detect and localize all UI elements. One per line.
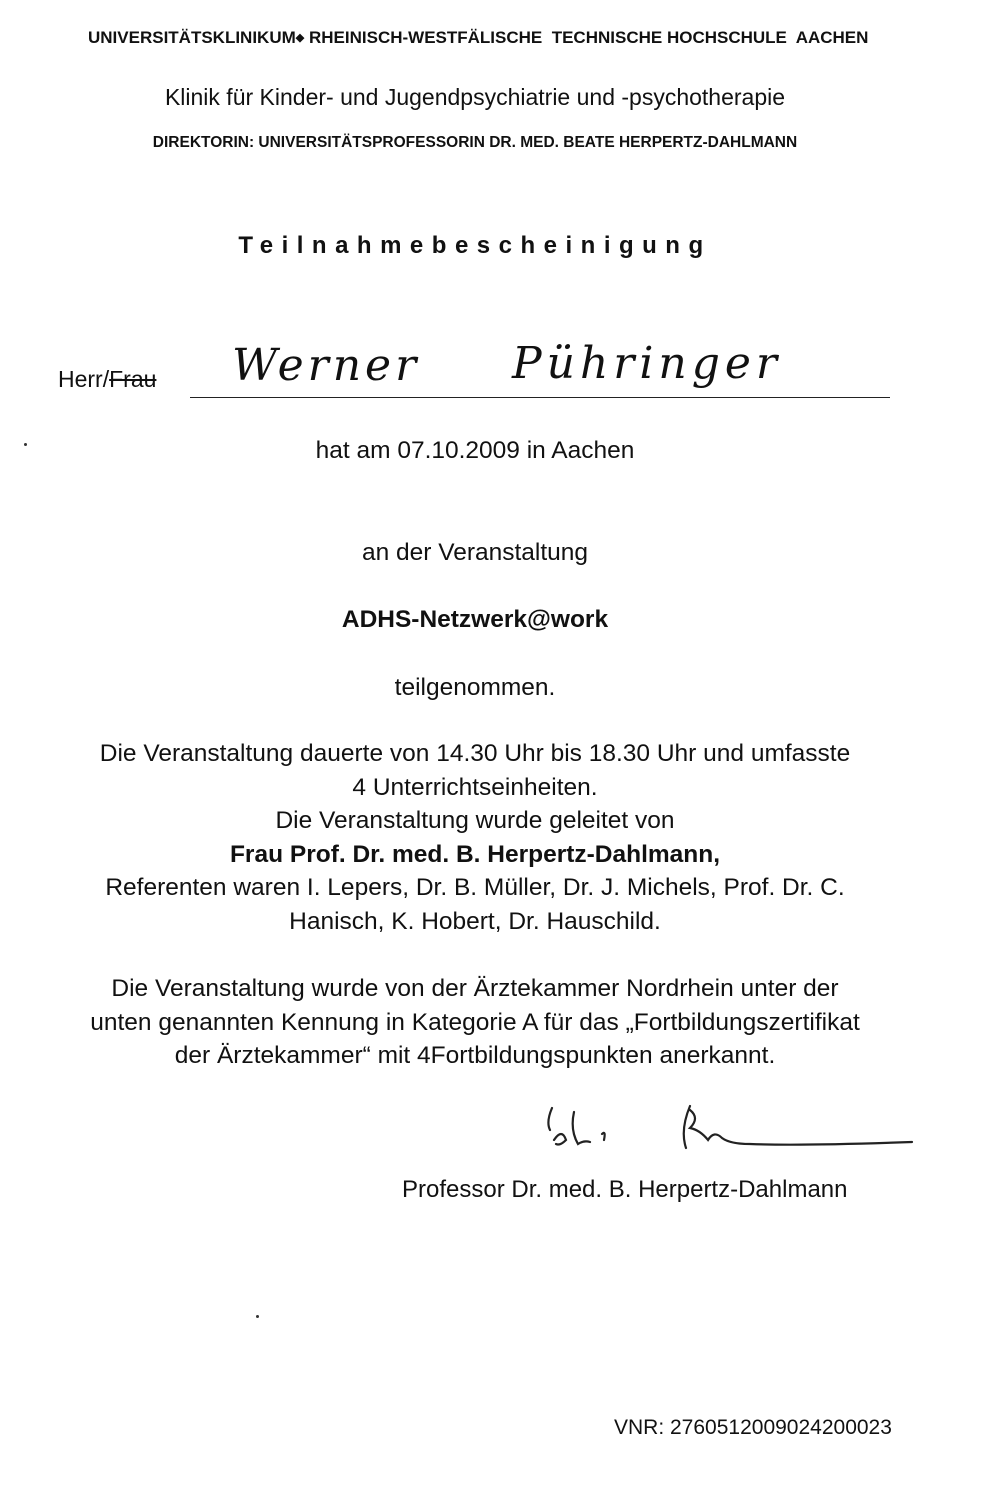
recognition-line-1: Die Veranstaltung wurde von der Ärztekammer Nordrhein unter der (111, 975, 839, 1002)
recognition-line-3: der Ärztekammer“ mit 4Fortbildungspunkten anerkannt. (174, 1042, 776, 1069)
director-line: DIREKTORIN: UNIVERSITÄTSPROFESSORIN DR. MED. BEATE HERPERTZ-DAHLMANN (152, 134, 798, 151)
participant-first-name: Werner (232, 340, 421, 391)
salutation-frau-struck: Frau (109, 366, 157, 392)
participant-last-name: Pühringer (512, 338, 782, 389)
institution-header (88, 28, 868, 48)
name-underline (190, 397, 890, 398)
speakers-line-1: Referenten waren I. Lepers, Dr. B. Müller, Dr. J. Michels, Prof. Dr. C. (105, 874, 845, 901)
event-name: ADHS-Netzwerk@work (341, 606, 609, 633)
vnr-number: VNR: 2760512009024200023 (614, 1416, 892, 1439)
duration-line-1: Die Veranstaltung dauerte von 14.30 Uhr bis 18.30 Uhr und umfasste (99, 740, 851, 767)
led-by-line: Die Veranstaltung wurde geleitet von (275, 807, 675, 834)
document-title: Teilnahmebescheinigung (238, 232, 712, 259)
leader-line: Frau Prof. Dr. med. B. Herpertz-Dahlmann, (229, 840, 721, 868)
handwritten-signature (540, 1100, 920, 1170)
institution-right: RHEINISCH-WESTFÄLISCHE TECHNISCHE HOCHSCHULE AACHEN (308, 28, 869, 47)
institution-left: UNIVERSITÄTSKLINIKUM (88, 28, 296, 47)
scan-speck (256, 1315, 259, 1318)
duration-block (0, 737, 950, 938)
recognition-line-2: unten genannten Kennung in Kategorie A für das „Fortbildungszertifikat (90, 1008, 860, 1036)
speakers-line-2: Hanisch, K. Hobert, Dr. Hauschild. (289, 907, 661, 935)
salutation-herr: Herr/ (58, 366, 110, 392)
date-line: hat am 07.10.2009 in Aachen (315, 437, 635, 464)
event-intro: an der Veranstaltung (361, 539, 589, 566)
salutation (58, 366, 156, 393)
participated-line: teilgenommen. (394, 674, 556, 701)
scan-speck (24, 443, 27, 446)
clinic-name: Klinik für Kinder- und Jugendpsychiatrie und -psychotherapie (164, 84, 786, 110)
diamond-icon: ◆ (295, 32, 305, 44)
duration-line-2: 4 Unterrichtseinheiten. (352, 773, 598, 801)
signatory-name: Professor Dr. med. B. Herpertz-Dahlmann (402, 1176, 848, 1203)
recognition-block (0, 972, 950, 1073)
